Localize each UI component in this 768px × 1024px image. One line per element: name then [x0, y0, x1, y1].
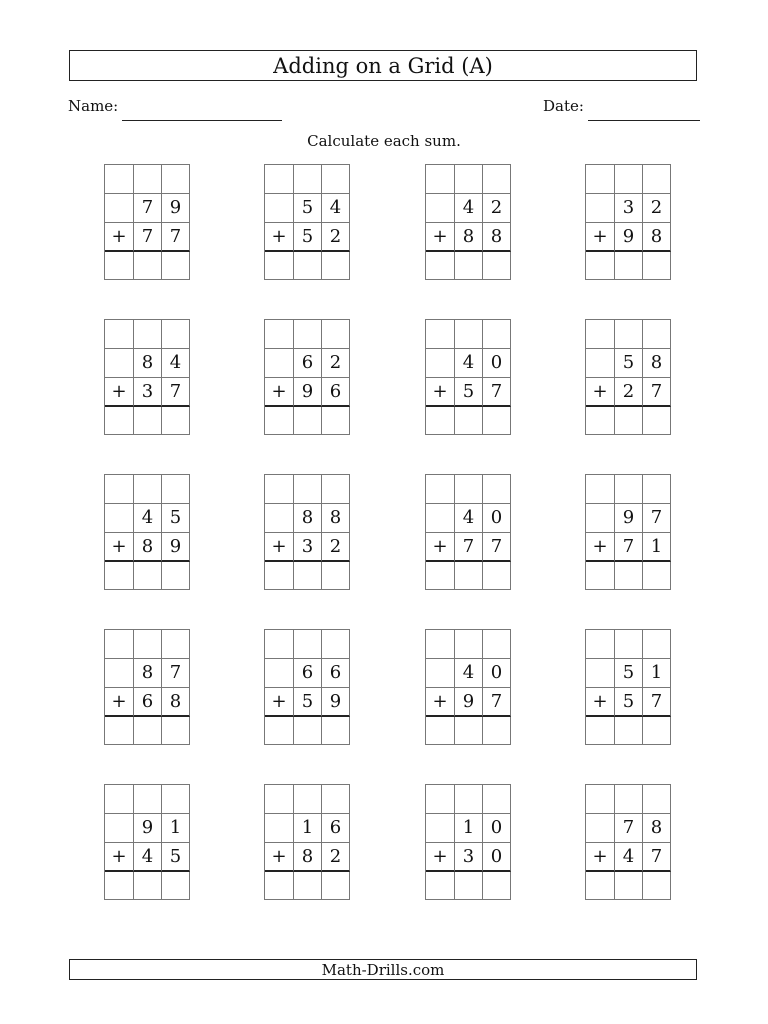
plus-sign: +	[586, 533, 615, 562]
empty-cell	[265, 785, 294, 814]
answer-cell	[586, 872, 615, 900]
empty-cell	[643, 785, 671, 814]
digit-cell: 8	[134, 349, 162, 378]
digit-cell: 0	[483, 843, 511, 872]
digit-cell: 7	[162, 378, 190, 407]
plus-sign: +	[105, 533, 134, 562]
addition-problem	[585, 629, 671, 745]
answer-cell	[322, 407, 350, 435]
answer-cell	[483, 562, 511, 590]
digit-cell: 7	[643, 504, 671, 533]
answer-cell	[426, 252, 455, 280]
empty-cell	[426, 165, 455, 194]
empty-cell	[322, 475, 350, 504]
digit-cell: 6	[322, 378, 350, 407]
empty-cell	[265, 814, 294, 843]
empty-cell	[483, 475, 511, 504]
digit-cell: 9	[162, 533, 190, 562]
answer-cell	[105, 562, 134, 590]
answer-cell	[426, 872, 455, 900]
digit-cell: 2	[322, 223, 350, 252]
name-line	[122, 120, 282, 121]
empty-cell	[265, 194, 294, 223]
digit-cell: 4	[455, 194, 483, 223]
empty-cell	[134, 785, 162, 814]
empty-cell	[134, 320, 162, 349]
worksheet-title: Adding on a Grid (A)	[69, 50, 697, 81]
empty-cell	[426, 504, 455, 533]
empty-cell	[105, 165, 134, 194]
digit-cell: 9	[162, 194, 190, 223]
digit-cell: 8	[455, 223, 483, 252]
digit-cell: 8	[643, 814, 671, 843]
empty-cell	[134, 165, 162, 194]
digit-cell: 0	[483, 349, 511, 378]
empty-cell	[162, 165, 190, 194]
empty-cell	[586, 814, 615, 843]
empty-cell	[615, 475, 643, 504]
digit-cell: 8	[294, 504, 322, 533]
plus-sign: +	[265, 843, 294, 872]
addition-problem	[585, 319, 671, 435]
answer-cell	[483, 872, 511, 900]
answer-cell	[294, 717, 322, 745]
answer-cell	[455, 872, 483, 900]
empty-cell	[455, 630, 483, 659]
empty-cell	[615, 320, 643, 349]
digit-cell: 7	[643, 843, 671, 872]
answer-cell	[162, 717, 190, 745]
empty-cell	[134, 475, 162, 504]
date-label: Date:	[543, 97, 584, 115]
empty-cell	[105, 320, 134, 349]
digit-cell: 4	[455, 504, 483, 533]
digit-cell: 7	[483, 533, 511, 562]
addition-problem	[104, 784, 190, 900]
empty-cell	[265, 320, 294, 349]
digit-cell: 5	[294, 688, 322, 717]
answer-cell	[615, 872, 643, 900]
digit-cell: 1	[294, 814, 322, 843]
answer-cell	[643, 562, 671, 590]
digit-cell: 9	[134, 814, 162, 843]
digit-cell: 6	[322, 814, 350, 843]
footer: Math-Drills.com	[69, 959, 697, 980]
empty-cell	[265, 475, 294, 504]
empty-cell	[162, 320, 190, 349]
empty-cell	[483, 320, 511, 349]
digit-cell: 8	[483, 223, 511, 252]
digit-cell: 9	[615, 504, 643, 533]
empty-cell	[426, 349, 455, 378]
answer-cell	[162, 562, 190, 590]
digit-cell: 7	[455, 533, 483, 562]
addition-problem	[425, 784, 511, 900]
digit-cell: 7	[134, 223, 162, 252]
digit-cell: 7	[483, 688, 511, 717]
empty-cell	[294, 320, 322, 349]
answer-cell	[426, 717, 455, 745]
plus-sign: +	[105, 688, 134, 717]
answer-cell	[643, 252, 671, 280]
empty-cell	[426, 320, 455, 349]
empty-cell	[426, 194, 455, 223]
answer-cell	[483, 407, 511, 435]
digit-cell: 6	[322, 659, 350, 688]
answer-cell	[105, 872, 134, 900]
addition-problem	[585, 784, 671, 900]
digit-cell: 0	[483, 504, 511, 533]
empty-cell	[426, 814, 455, 843]
answer-cell	[455, 562, 483, 590]
empty-cell	[162, 785, 190, 814]
digit-cell: 2	[643, 194, 671, 223]
answer-cell	[322, 717, 350, 745]
answer-cell	[586, 717, 615, 745]
empty-cell	[483, 630, 511, 659]
digit-cell: 7	[615, 533, 643, 562]
empty-cell	[134, 630, 162, 659]
digit-cell: 7	[643, 688, 671, 717]
empty-cell	[105, 504, 134, 533]
answer-cell	[265, 717, 294, 745]
answer-cell	[615, 252, 643, 280]
digit-cell: 6	[294, 659, 322, 688]
digit-cell: 5	[615, 349, 643, 378]
digit-cell: 5	[455, 378, 483, 407]
answer-cell	[586, 562, 615, 590]
digit-cell: 2	[322, 843, 350, 872]
digit-cell: 5	[615, 659, 643, 688]
answer-cell	[134, 407, 162, 435]
answer-cell	[134, 562, 162, 590]
addition-problem	[104, 629, 190, 745]
empty-cell	[455, 785, 483, 814]
digit-cell: 8	[643, 223, 671, 252]
digit-cell: 6	[134, 688, 162, 717]
digit-cell: 9	[455, 688, 483, 717]
empty-cell	[105, 475, 134, 504]
empty-cell	[426, 475, 455, 504]
answer-cell	[322, 872, 350, 900]
answer-cell	[294, 872, 322, 900]
digit-cell: 1	[643, 533, 671, 562]
empty-cell	[586, 320, 615, 349]
answer-cell	[162, 872, 190, 900]
digit-cell: 8	[162, 688, 190, 717]
empty-cell	[162, 630, 190, 659]
empty-cell	[643, 475, 671, 504]
answer-cell	[294, 252, 322, 280]
digit-cell: 7	[162, 223, 190, 252]
empty-cell	[615, 630, 643, 659]
answer-cell	[162, 252, 190, 280]
empty-cell	[105, 630, 134, 659]
answer-cell	[426, 407, 455, 435]
addition-problem	[264, 319, 350, 435]
addition-problem	[264, 164, 350, 280]
answer-cell	[265, 407, 294, 435]
digit-cell: 5	[162, 504, 190, 533]
empty-cell	[265, 630, 294, 659]
addition-problem	[585, 474, 671, 590]
empty-cell	[455, 165, 483, 194]
empty-cell	[162, 475, 190, 504]
digit-cell: 4	[455, 349, 483, 378]
digit-cell: 7	[162, 659, 190, 688]
digit-cell: 9	[294, 378, 322, 407]
plus-sign: +	[265, 223, 294, 252]
addition-problem	[585, 164, 671, 280]
digit-cell: 8	[134, 533, 162, 562]
plus-sign: +	[105, 223, 134, 252]
addition-problem	[104, 319, 190, 435]
empty-cell	[615, 165, 643, 194]
empty-cell	[294, 475, 322, 504]
empty-cell	[615, 785, 643, 814]
answer-cell	[134, 252, 162, 280]
name-label: Name:	[68, 97, 119, 115]
digit-cell: 2	[322, 349, 350, 378]
digit-cell: 1	[162, 814, 190, 843]
answer-cell	[615, 717, 643, 745]
addition-problem	[264, 784, 350, 900]
empty-cell	[426, 630, 455, 659]
answer-cell	[265, 872, 294, 900]
plus-sign: +	[586, 378, 615, 407]
digit-cell: 3	[455, 843, 483, 872]
plus-sign: +	[265, 688, 294, 717]
digit-cell: 0	[483, 659, 511, 688]
empty-cell	[586, 659, 615, 688]
plus-sign: +	[105, 843, 134, 872]
digit-cell: 6	[294, 349, 322, 378]
answer-cell	[265, 252, 294, 280]
empty-cell	[426, 785, 455, 814]
digit-cell: 3	[294, 533, 322, 562]
empty-cell	[426, 659, 455, 688]
addition-problem	[425, 164, 511, 280]
empty-cell	[586, 785, 615, 814]
digit-cell: 8	[134, 659, 162, 688]
answer-cell	[426, 562, 455, 590]
addition-problem	[425, 474, 511, 590]
plus-sign: +	[426, 223, 455, 252]
digit-cell: 7	[615, 814, 643, 843]
empty-cell	[105, 349, 134, 378]
plus-sign: +	[105, 378, 134, 407]
answer-cell	[455, 407, 483, 435]
answer-cell	[643, 407, 671, 435]
answer-cell	[294, 562, 322, 590]
answer-cell	[586, 252, 615, 280]
answer-cell	[615, 562, 643, 590]
answer-cell	[455, 252, 483, 280]
empty-cell	[455, 320, 483, 349]
empty-cell	[322, 785, 350, 814]
empty-cell	[265, 504, 294, 533]
digit-cell: 4	[615, 843, 643, 872]
digit-cell: 4	[134, 843, 162, 872]
empty-cell	[322, 165, 350, 194]
plus-sign: +	[426, 843, 455, 872]
empty-cell	[265, 659, 294, 688]
answer-cell	[265, 562, 294, 590]
empty-cell	[586, 349, 615, 378]
answer-cell	[105, 252, 134, 280]
digit-cell: 5	[294, 223, 322, 252]
addition-problem	[264, 629, 350, 745]
empty-cell	[322, 630, 350, 659]
digit-cell: 5	[294, 194, 322, 223]
addition-problem	[104, 164, 190, 280]
answer-cell	[322, 562, 350, 590]
plus-sign: +	[426, 378, 455, 407]
digit-cell: 5	[162, 843, 190, 872]
digit-cell: 3	[134, 378, 162, 407]
empty-cell	[322, 320, 350, 349]
plus-sign: +	[586, 223, 615, 252]
empty-cell	[586, 165, 615, 194]
digit-cell: 3	[615, 194, 643, 223]
empty-cell	[643, 630, 671, 659]
empty-cell	[265, 165, 294, 194]
plus-sign: +	[426, 688, 455, 717]
plus-sign: +	[586, 843, 615, 872]
digit-cell: 2	[483, 194, 511, 223]
answer-cell	[294, 407, 322, 435]
answer-cell	[105, 717, 134, 745]
digit-cell: 4	[455, 659, 483, 688]
addition-problem	[425, 629, 511, 745]
empty-cell	[294, 630, 322, 659]
plus-sign: +	[265, 533, 294, 562]
answer-cell	[134, 872, 162, 900]
plus-sign: +	[586, 688, 615, 717]
digit-cell: 1	[455, 814, 483, 843]
digit-cell: 8	[322, 504, 350, 533]
empty-cell	[105, 814, 134, 843]
empty-cell	[265, 349, 294, 378]
digit-cell: 7	[483, 378, 511, 407]
answer-cell	[105, 407, 134, 435]
empty-cell	[105, 659, 134, 688]
empty-cell	[455, 475, 483, 504]
empty-cell	[643, 320, 671, 349]
plus-sign: +	[265, 378, 294, 407]
empty-cell	[586, 630, 615, 659]
digit-cell: 1	[643, 659, 671, 688]
answer-cell	[483, 252, 511, 280]
answer-cell	[643, 717, 671, 745]
digit-cell: 7	[134, 194, 162, 223]
digit-cell: 4	[322, 194, 350, 223]
answer-cell	[615, 407, 643, 435]
addition-problem	[264, 474, 350, 590]
empty-cell	[294, 165, 322, 194]
answer-cell	[483, 717, 511, 745]
digit-cell: 4	[134, 504, 162, 533]
empty-cell	[294, 785, 322, 814]
answer-cell	[586, 407, 615, 435]
answer-cell	[134, 717, 162, 745]
digit-cell: 8	[643, 349, 671, 378]
digit-cell: 9	[322, 688, 350, 717]
empty-cell	[105, 785, 134, 814]
answer-cell	[322, 252, 350, 280]
empty-cell	[105, 194, 134, 223]
answer-cell	[162, 407, 190, 435]
answer-cell	[643, 872, 671, 900]
addition-problem	[104, 474, 190, 590]
digit-cell: 5	[615, 688, 643, 717]
empty-cell	[586, 475, 615, 504]
digit-cell: 0	[483, 814, 511, 843]
digit-cell: 2	[322, 533, 350, 562]
empty-cell	[643, 165, 671, 194]
plus-sign: +	[426, 533, 455, 562]
digit-cell: 4	[162, 349, 190, 378]
digit-cell: 7	[643, 378, 671, 407]
digit-cell: 9	[615, 223, 643, 252]
digit-cell: 2	[615, 378, 643, 407]
empty-cell	[586, 194, 615, 223]
date-line	[588, 120, 700, 121]
answer-cell	[455, 717, 483, 745]
empty-cell	[483, 165, 511, 194]
instructions: Calculate each sum.	[307, 132, 461, 150]
addition-problem	[425, 319, 511, 435]
empty-cell	[483, 785, 511, 814]
empty-cell	[586, 504, 615, 533]
digit-cell: 8	[294, 843, 322, 872]
